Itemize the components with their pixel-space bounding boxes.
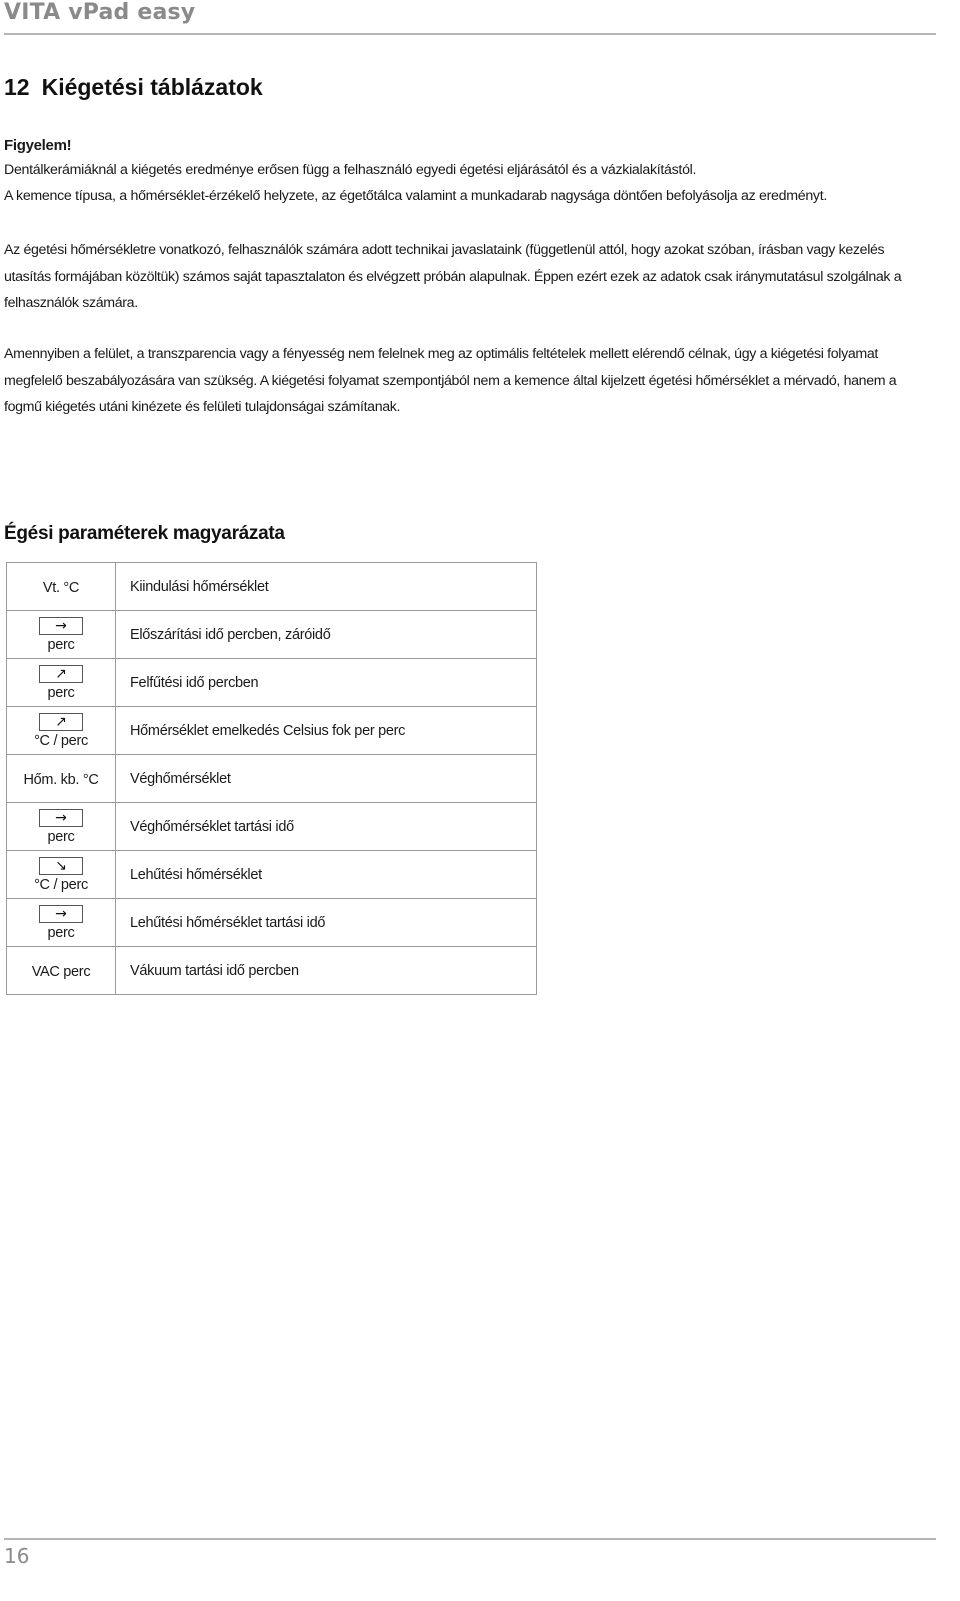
table-row [7, 611, 537, 659]
arrow-down-right-icon: ↘ [39, 857, 83, 875]
table-row [7, 851, 537, 899]
chapter-title: Kiégetési táblázatok [41, 74, 263, 100]
table-row [7, 755, 537, 803]
paragraph-adjustment: Amennyiben a felület, a transzparencia vagy a fényesség nem felelnek meg az optimális feltételek mellett elérendő célnak, úgy a kiégetési folyamat megfelelő beszabályozására van szükség. A kiégetési folyamat szempontjából nem a kemence által kijelzett égetési hőmérséklet a mérvadó, hanem a fogmű kiégetés utáni kinézete és felületi tulajdonságai számítanak. [4, 346, 897, 415]
param-description: Véghőmérséklet [116, 755, 537, 803]
arrow-right-icon: → [39, 905, 83, 923]
param-symbol: VAC perc [31, 963, 91, 980]
param-description: Kiindulási hőmérséklet [116, 563, 537, 611]
param-symbol-cell [7, 707, 116, 755]
footer-divider [4, 1538, 936, 1540]
arrow-right-icon: → [39, 809, 83, 827]
param-symbol: °C / perc [34, 876, 88, 893]
arrow-up-right-icon: ↗ [39, 713, 83, 731]
param-symbol-cell [7, 803, 116, 851]
table-row [7, 707, 537, 755]
param-symbol-cell [7, 659, 116, 707]
param-description: Vákuum tartási idő percben [116, 947, 537, 995]
warning-line-2: A kemence típusa, a hőmérséklet-érzékelő helyzete, az égetőtálca valamint a munkadarab nagysága döntően befolyásolja az eredményt. [4, 188, 828, 204]
arrow-up-right-icon: ↗ [39, 665, 83, 683]
arrow-right-icon: → [39, 617, 83, 635]
param-symbol: Vt. °C [42, 579, 80, 596]
param-symbol: perc [47, 636, 75, 653]
chapter-number: 12 [4, 74, 30, 100]
page-number: 16 [4, 1544, 30, 1568]
param-symbol-cell [7, 563, 116, 611]
chapter-heading [4, 74, 263, 101]
paragraph-recommendations: Az égetési hőmérsékletre vonatkozó, felhasználók számára adott technikai javaslataink (függetlenül attól, hogy azokat szóban, írásban vagy kezelés utasítás formájában közöltük) számos saját tapasztalaton és elvégzett próbán alapulnak. Éppen ezért ezek az adatok csak iránymutatásul szolgálnak a felhasználók számára. [4, 242, 902, 311]
param-symbol: perc [47, 828, 75, 845]
warning-title: Figyelem! [4, 137, 72, 154]
param-symbol: perc [47, 924, 75, 941]
header-divider [4, 33, 936, 35]
table-row [7, 803, 537, 851]
param-symbol: perc [47, 684, 75, 701]
table-row [7, 563, 537, 611]
param-description: Felfűtési idő percben [116, 659, 537, 707]
param-symbol-cell [7, 755, 116, 803]
param-symbol-cell [7, 851, 116, 899]
table-row [7, 899, 537, 947]
warning-line-1: Dentálkerámiáknál a kiégetés eredménye erősen függ a felhasználó egyedi égetési eljárásától és a vázkialakítástól. [4, 162, 697, 178]
param-symbol: °C / perc [34, 732, 88, 749]
param-description: Hőmérséklet emelkedés Celsius fok per perc [116, 707, 537, 755]
section-title: Égési paraméterek magyarázata [4, 523, 285, 544]
table-row [7, 659, 537, 707]
param-symbol-cell [7, 611, 116, 659]
table-row [7, 947, 537, 995]
param-description: Lehűtési hőmérséklet tartási idő [116, 899, 537, 947]
param-description: Lehűtési hőmérséklet [116, 851, 537, 899]
param-description: Véghőmérséklet tartási idő [116, 803, 537, 851]
document-header-title: VITA vPad easy [4, 0, 196, 25]
param-symbol: Hőm. kb. °C [23, 771, 99, 788]
param-symbol-cell [7, 899, 116, 947]
param-description: Előszárítási idő percben, záróidő [116, 611, 537, 659]
param-symbol-cell [7, 947, 116, 995]
firing-parameters-table [6, 562, 537, 995]
